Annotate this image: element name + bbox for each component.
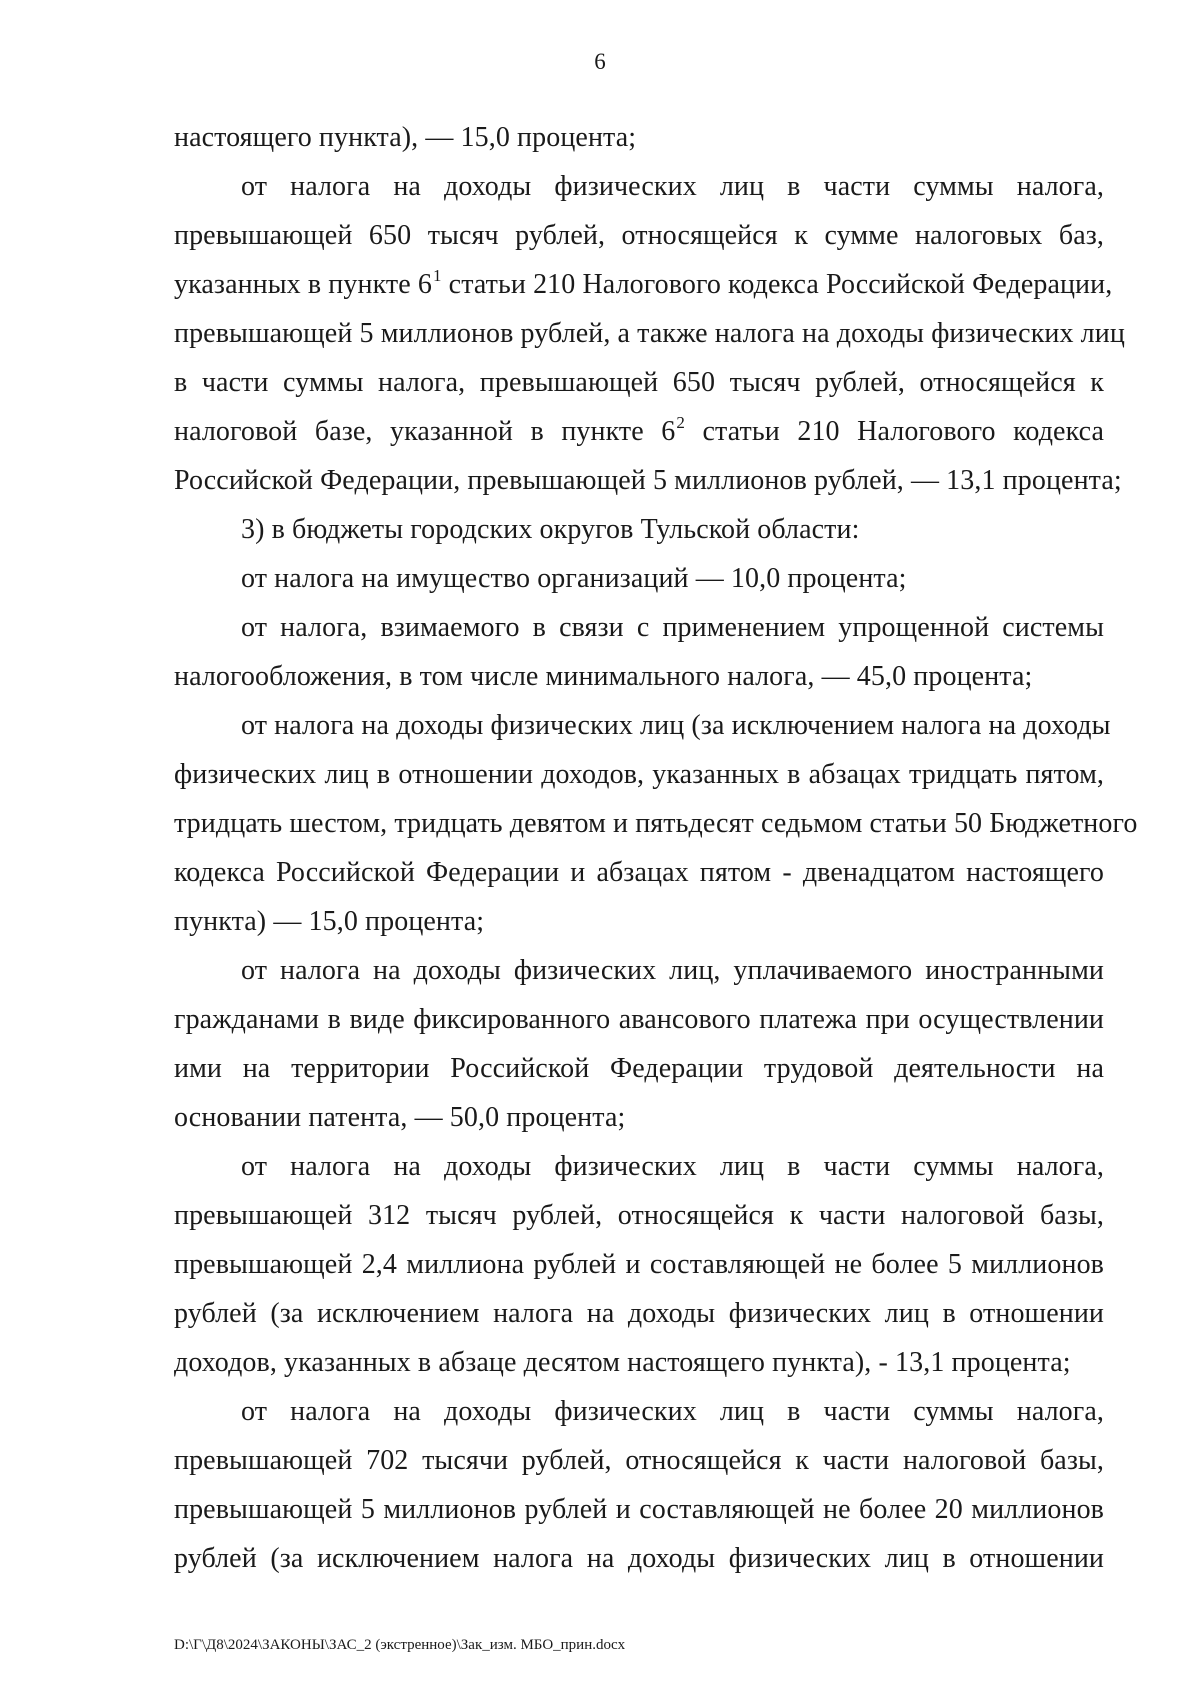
document-body [174, 113, 1138, 1583]
text-line: превышающей 702 тысячи рублей, относящейся к части налоговой базы, [174, 1445, 1104, 1476]
text-line: от налога на доходы физических лиц (за исключением налога на доходы [241, 710, 1111, 741]
text-line: доходов, указанных в абзаце десятом настоящего пункта), - 13,1 процента; [174, 1347, 1071, 1378]
text-line: от налога на доходы физических лиц в части суммы налога, [241, 1151, 1104, 1182]
text-line: в части суммы налога, превышающей 650 тысяч рублей, относящейся к [174, 367, 1104, 398]
text-line: физических лиц в отношении доходов, указанных в абзацах тридцать пятом, [174, 759, 1104, 790]
text-line: налогообложения, в том числе минимального налога, — 45,0 процента; [174, 661, 1033, 692]
text-line: кодекса Российской Федерации и абзацах пятом - двенадцатом настоящего [174, 857, 1104, 888]
text-segment: указанных в пункте 6 [174, 269, 432, 300]
text-segment: налоговой базе, указанной в пункте 6 [174, 416, 676, 447]
text-line: от налога на доходы физических лиц в части суммы налога, [241, 1396, 1104, 1427]
text-segment: статьи 210 Налогового кодекса [685, 416, 1104, 447]
text-line: Российской Федерации, превышающей 5 миллионов рублей, — 13,1 процента; [174, 465, 1122, 496]
text-line: от налога на доходы физических лиц, уплачиваемого иностранными [241, 955, 1104, 986]
superscript-index: 1 [432, 266, 442, 285]
file-path-footer: D:\Г\Д8\2024\ЗАКОНЫ\ЗАС_2 (экстренное)\Зак_изм. МБО_прин.docx [174, 1637, 626, 1653]
text-line [174, 407, 1104, 456]
text-line: от налога, взимаемого в связи с применением упрощенной системы [241, 612, 1104, 643]
text-line [174, 260, 1113, 309]
text-line: основании патента, — 50,0 процента; [174, 1102, 626, 1133]
superscript-index: 2 [676, 413, 686, 432]
text-line: пункта) — 15,0 процента; [174, 906, 485, 937]
text-line: настоящего пункта), — 15,0 процента; [174, 122, 637, 153]
text-line: ими на территории Российской Федерации трудовой деятельности на [174, 1053, 1104, 1084]
text-line: от налога на доходы физических лиц в части суммы налога, [241, 171, 1104, 202]
text-line: превышающей 2,4 миллиона рублей и составляющей не более 5 миллионов [174, 1249, 1104, 1280]
text-line: тридцать шестом, тридцать девятом и пятьдесят седьмом статьи 50 Бюджетного [174, 808, 1138, 839]
text-line: превышающей 312 тысяч рублей, относящейся к части налоговой базы, [174, 1200, 1104, 1231]
text-line: гражданами в виде фиксированного авансового платежа при осуществлении [174, 1004, 1104, 1035]
text-line: рублей (за исключением налога на доходы физических лиц в отношении [174, 1298, 1104, 1329]
text-segment: статьи 210 Налогового кодекса Российской Федерации, [441, 269, 1113, 300]
text-line: превышающей 5 миллионов рублей, а также налога на доходы физических лиц [174, 318, 1125, 349]
text-line: превышающей 650 тысяч рублей, относящейся к сумме налоговых баз, [174, 220, 1104, 251]
text-line: превышающей 5 миллионов рублей и составляющей не более 20 миллионов [174, 1494, 1104, 1525]
text-line: от налога на имущество организаций — 10,0 процента; [241, 563, 907, 594]
text-line: рублей (за исключением налога на доходы физических лиц в отношении [174, 1543, 1104, 1574]
page-number: 6 [594, 49, 606, 74]
text-line: 3) в бюджеты городских округов Тульской области: [241, 514, 860, 545]
